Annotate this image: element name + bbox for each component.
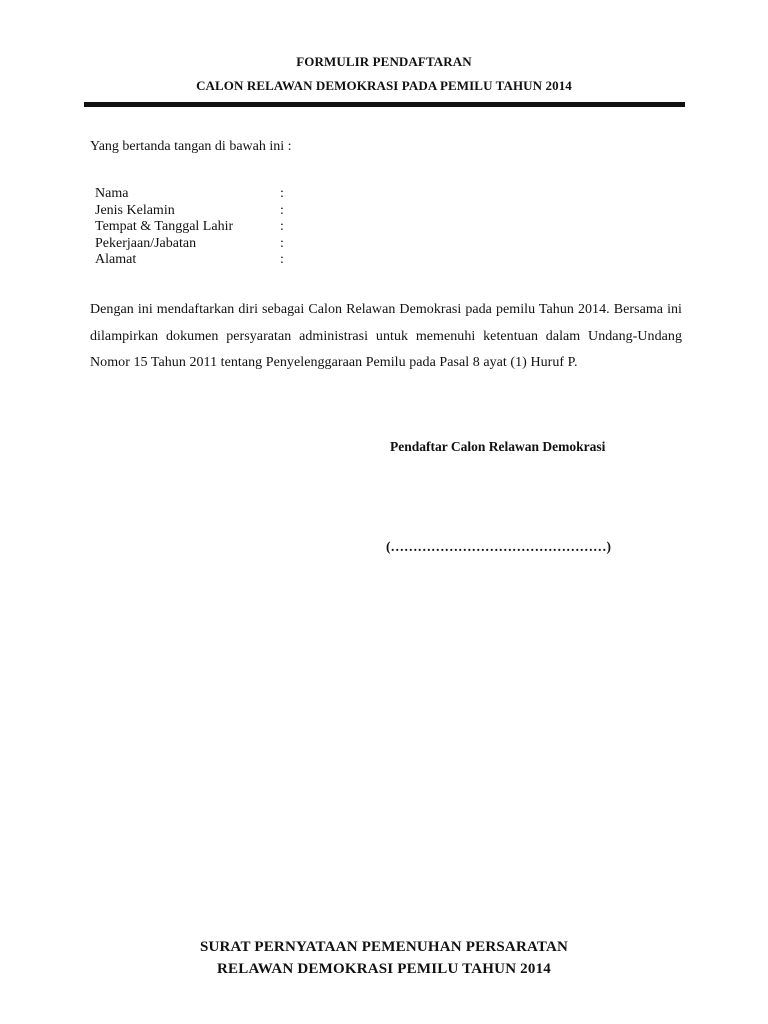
header-divider [84, 102, 685, 107]
signer-title: Pendaftar Calon Relawan Demokrasi [390, 439, 606, 454]
field-separator: : [280, 252, 284, 267]
field-separator: : [280, 235, 284, 251]
field-separator: : [280, 202, 284, 218]
field-alamat [95, 252, 315, 269]
field-separator: : [280, 186, 284, 201]
field-nama [95, 186, 315, 203]
field-tempat-tanggal-lahir [95, 219, 315, 236]
intro-text: Yang bertanda tangan di bawah ini : [90, 139, 292, 154]
footer-subtitle: RELAWAN DEMOKRASI PEMILU TAHUN 2014 [217, 961, 551, 977]
field-label: Tempat & Tanggal Lahir [95, 219, 234, 234]
field-label: Jenis Kelamin [95, 202, 175, 218]
field-label: Nama [95, 186, 129, 201]
body-paragraph: Dengan ini mendaftarkan diri sebagai Calon Relawan Demokrasi pada pemilu Tahun 2014. Bersama ini dilampirkan dokumen persyaratan administrasi untuk memenuhi ketentuan dalam Undang-Undang Nomor 15 Tahun 2011 tentang Penyelenggaraan Pemilu pada Pasal 8 ayat (1) Huruf P. [90, 302, 682, 370]
field-pekerjaan-jabatan [95, 236, 315, 253]
signature-name-line: (…………………………………………) [386, 539, 611, 554]
field-label: Pekerjaan/Jabatan [95, 235, 197, 251]
form-title: FORMULIR PENDAFTARAN [296, 54, 472, 69]
identity-fields [95, 186, 315, 269]
field-jenis-kelamin [95, 203, 315, 220]
field-separator: : [280, 219, 284, 234]
footer-title: SURAT PERNYATAAN PEMENUHAN PERSARATAN [199, 939, 569, 955]
form-subtitle: CALON RELAWAN DEMOKRASI PADA PEMILU TAHUN 2014 [196, 78, 572, 93]
field-label: Alamat [95, 252, 137, 267]
